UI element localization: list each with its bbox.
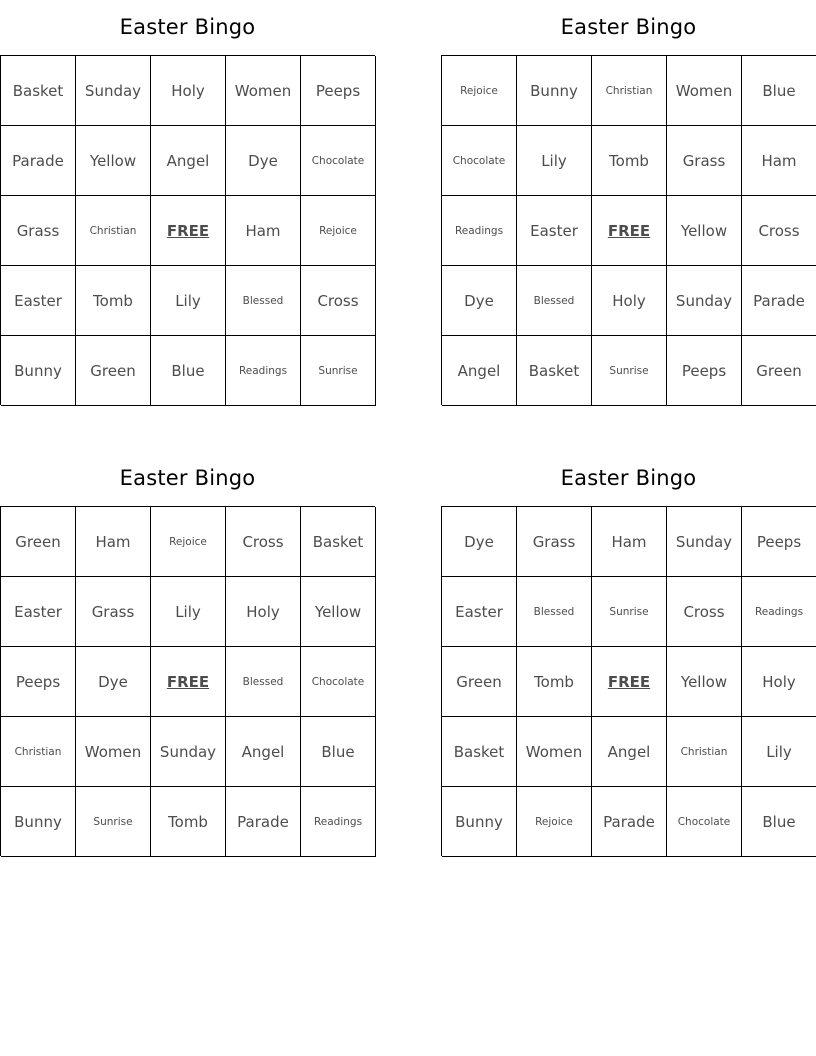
bingo-cell: Blue bbox=[301, 717, 376, 787]
bingo-cell: Readings bbox=[742, 577, 816, 647]
bingo-cell: Parade bbox=[226, 787, 301, 857]
bingo-cell: Grass bbox=[667, 126, 742, 196]
bingo-cell: Dye bbox=[442, 507, 517, 577]
bingo-cell: Lily bbox=[151, 266, 226, 336]
bingo-cell: Yellow bbox=[667, 647, 742, 717]
bingo-cell: Christian bbox=[76, 196, 151, 266]
bingo-card-4 bbox=[441, 451, 816, 856]
bingo-cell: Rejoice bbox=[301, 196, 376, 266]
bingo-cell: Cross bbox=[667, 577, 742, 647]
bingo-cell: Readings bbox=[301, 787, 376, 857]
bingo-cell: Blessed bbox=[226, 647, 301, 717]
bingo-cell: Basket bbox=[442, 717, 517, 787]
bingo-grid bbox=[0, 55, 375, 405]
bingo-cell: Angel bbox=[151, 126, 226, 196]
bingo-cell: Cross bbox=[226, 507, 301, 577]
bingo-cell: Chocolate bbox=[301, 647, 376, 717]
bingo-cell: Women bbox=[76, 717, 151, 787]
bingo-cell: Readings bbox=[226, 336, 301, 406]
card-title: Easter Bingo bbox=[560, 15, 697, 39]
bingo-cell: Blue bbox=[151, 336, 226, 406]
free-space: FREE bbox=[151, 647, 226, 717]
bingo-cell: Peeps bbox=[301, 56, 376, 126]
bingo-cell: Rejoice bbox=[151, 507, 226, 577]
bingo-cell: Christian bbox=[592, 56, 667, 126]
bingo-cell: Rejoice bbox=[517, 787, 592, 857]
bingo-cell: Holy bbox=[592, 266, 667, 336]
bingo-cell: Blessed bbox=[226, 266, 301, 336]
bingo-cell: Holy bbox=[226, 577, 301, 647]
free-space: FREE bbox=[151, 196, 226, 266]
bingo-cell: Grass bbox=[76, 577, 151, 647]
bingo-cell: Dye bbox=[76, 647, 151, 717]
bingo-cell: Peeps bbox=[667, 336, 742, 406]
bingo-cell: Chocolate bbox=[667, 787, 742, 857]
bingo-cell: Grass bbox=[1, 196, 76, 266]
bingo-cell: Green bbox=[742, 336, 816, 406]
bingo-cell: Dye bbox=[442, 266, 517, 336]
bingo-cell: Sunrise bbox=[592, 336, 667, 406]
card-title: Easter Bingo bbox=[119, 466, 256, 490]
bingo-cell: Angel bbox=[592, 717, 667, 787]
bingo-cell: Sunrise bbox=[76, 787, 151, 857]
bingo-cell: Holy bbox=[151, 56, 226, 126]
bingo-cell: Ham bbox=[592, 507, 667, 577]
bingo-cell: Sunday bbox=[667, 507, 742, 577]
free-space: FREE bbox=[592, 196, 667, 266]
bingo-cell: Sunrise bbox=[301, 336, 376, 406]
bingo-cell: Bunny bbox=[1, 787, 76, 857]
bingo-card-2 bbox=[441, 0, 816, 405]
bingo-cell: Easter bbox=[1, 577, 76, 647]
bingo-cell: Women bbox=[667, 56, 742, 126]
bingo-cell: Lily bbox=[151, 577, 226, 647]
bingo-cell: Cross bbox=[742, 196, 816, 266]
bingo-cell: Bunny bbox=[1, 336, 76, 406]
bingo-cell: Yellow bbox=[76, 126, 151, 196]
bingo-cell: Christian bbox=[1, 717, 76, 787]
bingo-cell: Peeps bbox=[742, 507, 816, 577]
bingo-cell: Grass bbox=[517, 507, 592, 577]
bingo-cell: Sunday bbox=[76, 56, 151, 126]
bingo-grid bbox=[441, 506, 816, 856]
bingo-cell: Chocolate bbox=[442, 126, 517, 196]
bingo-card-3 bbox=[0, 451, 375, 856]
bingo-cell: Green bbox=[442, 647, 517, 717]
bingo-grid bbox=[441, 55, 816, 405]
bingo-cell: Parade bbox=[1, 126, 76, 196]
card-title: Easter Bingo bbox=[119, 15, 256, 39]
card-title: Easter Bingo bbox=[560, 466, 697, 490]
bingo-cell: Holy bbox=[742, 647, 816, 717]
bingo-cell: Ham bbox=[742, 126, 816, 196]
free-space: FREE bbox=[592, 647, 667, 717]
bingo-cell: Women bbox=[226, 56, 301, 126]
bingo-cell: Tomb bbox=[76, 266, 151, 336]
bingo-cell: Cross bbox=[301, 266, 376, 336]
bingo-cell: Angel bbox=[226, 717, 301, 787]
bingo-cell: Women bbox=[517, 717, 592, 787]
bingo-cell: Tomb bbox=[517, 647, 592, 717]
bingo-cell: Yellow bbox=[301, 577, 376, 647]
bingo-cell: Tomb bbox=[592, 126, 667, 196]
bingo-cell: Sunday bbox=[151, 717, 226, 787]
bingo-cell: Tomb bbox=[151, 787, 226, 857]
bingo-cell: Peeps bbox=[1, 647, 76, 717]
bingo-cell: Green bbox=[76, 336, 151, 406]
bingo-cell: Lily bbox=[517, 126, 592, 196]
bingo-cell: Ham bbox=[226, 196, 301, 266]
bingo-cell: Blessed bbox=[517, 577, 592, 647]
bingo-card-1 bbox=[0, 0, 375, 405]
bingo-cell: Sunday bbox=[667, 266, 742, 336]
bingo-cell: Blessed bbox=[517, 266, 592, 336]
bingo-cell: Dye bbox=[226, 126, 301, 196]
bingo-cell: Easter bbox=[442, 577, 517, 647]
bingo-cell: Yellow bbox=[667, 196, 742, 266]
bingo-cell: Christian bbox=[667, 717, 742, 787]
bingo-cell: Easter bbox=[517, 196, 592, 266]
bingo-cell: Bunny bbox=[517, 56, 592, 126]
bingo-cell: Readings bbox=[442, 196, 517, 266]
bingo-cell: Parade bbox=[742, 266, 816, 336]
bingo-cell: Bunny bbox=[442, 787, 517, 857]
bingo-cell: Basket bbox=[1, 56, 76, 126]
bingo-grid bbox=[0, 506, 375, 856]
bingo-cell: Ham bbox=[76, 507, 151, 577]
bingo-cell: Parade bbox=[592, 787, 667, 857]
bingo-cell: Easter bbox=[1, 266, 76, 336]
bingo-cell: Basket bbox=[301, 507, 376, 577]
bingo-cell: Angel bbox=[442, 336, 517, 406]
bingo-cell: Blue bbox=[742, 56, 816, 126]
bingo-cell: Green bbox=[1, 507, 76, 577]
bingo-cell: Basket bbox=[517, 336, 592, 406]
bingo-cell: Blue bbox=[742, 787, 816, 857]
bingo-cell: Lily bbox=[742, 717, 816, 787]
bingo-cell: Sunrise bbox=[592, 577, 667, 647]
bingo-cell: Rejoice bbox=[442, 56, 517, 126]
bingo-cell: Chocolate bbox=[301, 126, 376, 196]
